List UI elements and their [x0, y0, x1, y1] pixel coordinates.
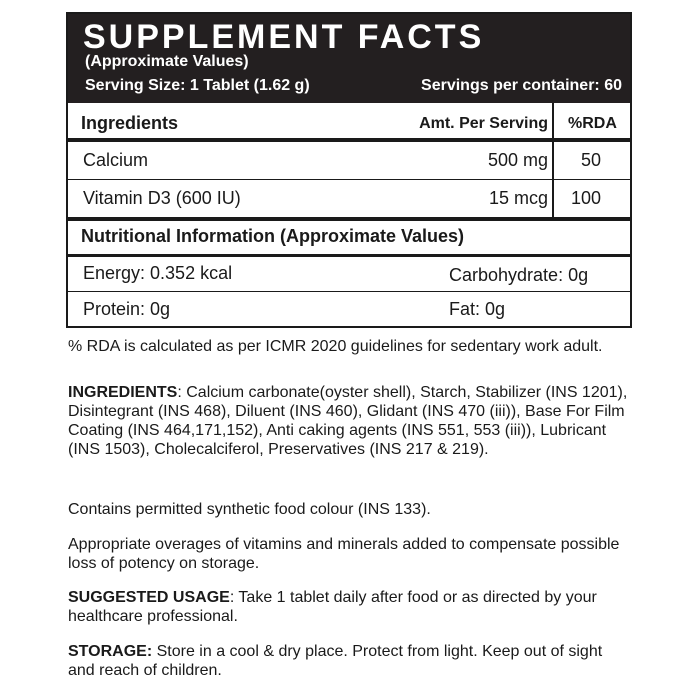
ingredients-text: : Calcium carbonate(oyster shell), Starch, Stabilizer (INS 1201), Disintegrant (INS 468), Diluent (INS 460), Glidant (INS 470 (iii)), Base For Film Coating (INS 464,171,152), Anti caking agents (INS 551, 553 (iii)), Lubricant (INS 1503), Cholecalciferol, Preservatives (INS 217 & 219). — [68, 384, 628, 458]
column-header-ingredients: Ingredients — [81, 113, 179, 133]
serving-size: Serving Size: 1 Tablet (1.62 g) — [85, 77, 310, 94]
colour-note-text: Contains permitted synthetic food colour (INS 133). — [68, 501, 431, 518]
row-divider — [68, 291, 630, 292]
ingredients-label: INGREDIENTS — [68, 384, 178, 401]
ingredient-amount-vitamin-d3: 15 mcg — [488, 188, 548, 208]
colour-note — [68, 500, 628, 519]
suggested-usage — [68, 588, 628, 626]
rda-note — [68, 337, 628, 356]
nutrition-carbohydrate: Carbohydrate: 0g — [449, 265, 589, 285]
panel-title: SUPPLEMENT FACTS — [83, 18, 485, 56]
divider-thick-header — [68, 138, 630, 142]
divider-thick-nutrition — [68, 217, 630, 221]
ingredients-list — [68, 383, 628, 459]
overages-note — [68, 535, 628, 573]
ingredient-rda-calcium: 50 — [581, 150, 602, 170]
storage-instructions — [68, 642, 628, 680]
usage-label: SUGGESTED USAGE — [68, 589, 230, 606]
overages-note-text: Appropriate overages of vitamins and minerals added to compensate possible loss of potency on storage. — [68, 536, 620, 572]
ingredient-amount-calcium: 500 mg — [487, 150, 548, 170]
nutrition-energy: Energy: 0.352 kcal — [83, 263, 233, 283]
supplement-facts-panel — [66, 12, 632, 328]
storage-text: Store in a cool & dry place. Protect from light. Keep out of sight and reach of children. — [68, 643, 603, 679]
column-header-amount: Amt. Per Serving — [419, 115, 548, 132]
nutrition-fat: Fat: 0g — [449, 299, 506, 319]
column-header-rda: %RDA — [568, 115, 617, 132]
usage-text: : Take 1 tablet daily after food or as directed by your healthcare professional. — [68, 589, 597, 625]
panel-header — [68, 14, 630, 103]
ingredient-name-vitamin-d3: Vitamin D3 (600 IU) — [83, 188, 241, 208]
row-divider — [68, 179, 630, 180]
ingredient-name-calcium: Calcium — [83, 150, 149, 170]
storage-label: STORAGE: — [68, 643, 153, 660]
nutrition-protein: Protein: 0g — [83, 299, 171, 319]
panel-subtitle: (Approximate Values) — [85, 53, 249, 70]
divider-thick-nutrition-values — [68, 254, 630, 257]
servings-per-container: Servings per container: 60 — [421, 77, 622, 94]
ingredient-rda-vitamin-d3: 100 — [571, 188, 602, 208]
rda-column-divider — [552, 103, 554, 219]
rda-note-text: % RDA is calculated as per ICMR 2020 guidelines for sedentary work adult. — [68, 338, 603, 355]
nutrition-heading: Nutritional Information (Approximate Values) — [81, 226, 465, 246]
